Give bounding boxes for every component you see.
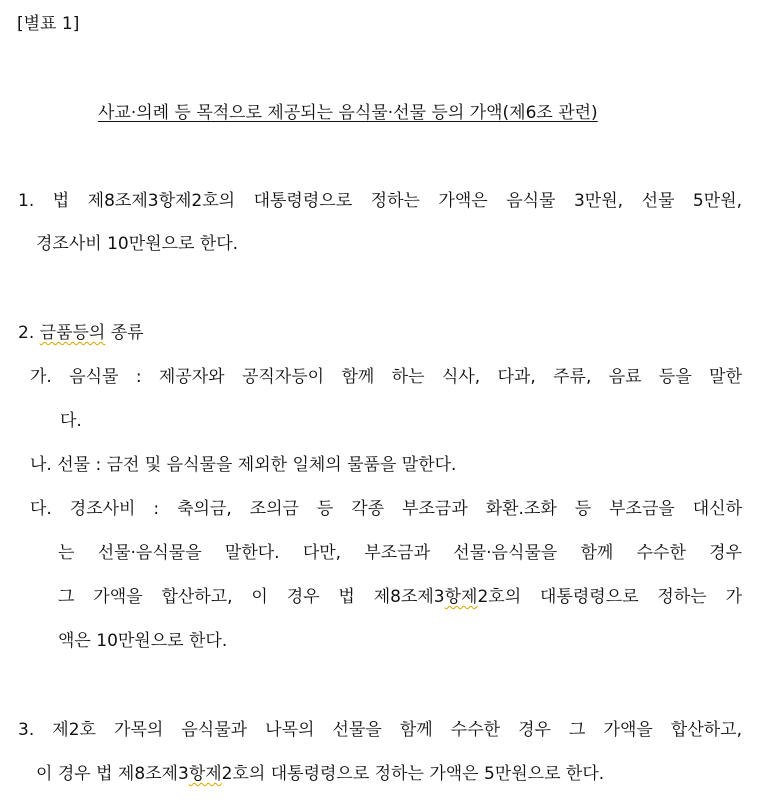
section-2-number: 2. bbox=[18, 323, 35, 343]
item-da-line-1: 다. 경조사비 : 축의금, 조의금 등 각종 부조금과 화환.조화 등 부조금을 대신하 bbox=[30, 499, 742, 519]
item-da-line-4: 액은 10만원으로 한다. bbox=[58, 631, 228, 651]
item-na-line-1: 나. 선물 : 금전 및 음식물을 제외한 일체의 물품을 말한다. bbox=[30, 455, 457, 475]
item-da-line-2: 는 선물·음식물을 말한다. 다만, 부조금과 선물·음식물을 함께 수수한 경우 bbox=[58, 543, 742, 563]
section-1-line-1: 1. 법 제8조제3항제2호의 대통령령으로 정하는 가액은 음식물 3만원, 선물 5만원, bbox=[18, 191, 742, 211]
annex-label: [별표 1] bbox=[17, 14, 80, 34]
item-ga-line-1: 가. 음식물 : 제공자와 공직자등이 함께 하는 식사, 다과, 주류, 음료 등을 말한 bbox=[30, 367, 742, 387]
section-2-heading bbox=[18, 321, 144, 345]
section-3-line-1: 3. 제2호 가목의 음식물과 나목의 선물을 함께 수수한 경우 그 가액을 합산하고, bbox=[18, 720, 742, 740]
section-1-line-2: 경조사비 10만원으로 한다. bbox=[36, 234, 239, 254]
item-ga-line-2: 다. bbox=[60, 411, 82, 431]
item-da-line-3-part-a: 그 가액을 합산하고, 이 경우 법 제8조제3 bbox=[58, 587, 445, 607]
spellcheck-word-geumpumdeung: 금품등의 bbox=[39, 323, 106, 343]
item-da-line-3-part-b: 2호의 대통령령으로 정하는 가 bbox=[477, 587, 742, 607]
section-3-line-2-part-a: 이 경우 법 제8조제3 bbox=[36, 764, 189, 784]
document-title: 사교·의례 등 목적으로 제공되는 음식물·선물 등의 가액(제6조 관련) bbox=[98, 103, 598, 123]
section-2-heading-rest: 종류 bbox=[110, 323, 144, 343]
item-da-line-3 bbox=[58, 585, 742, 609]
section-3-line-2-part-b: 2호의 대통령령으로 정하는 가액은 5만원으로 한다. bbox=[221, 764, 605, 784]
section-3-line-2 bbox=[36, 762, 604, 786]
spellcheck-word-hangje-2: 항제 bbox=[188, 764, 222, 784]
spellcheck-word-hangje-1: 항제 bbox=[444, 587, 478, 607]
